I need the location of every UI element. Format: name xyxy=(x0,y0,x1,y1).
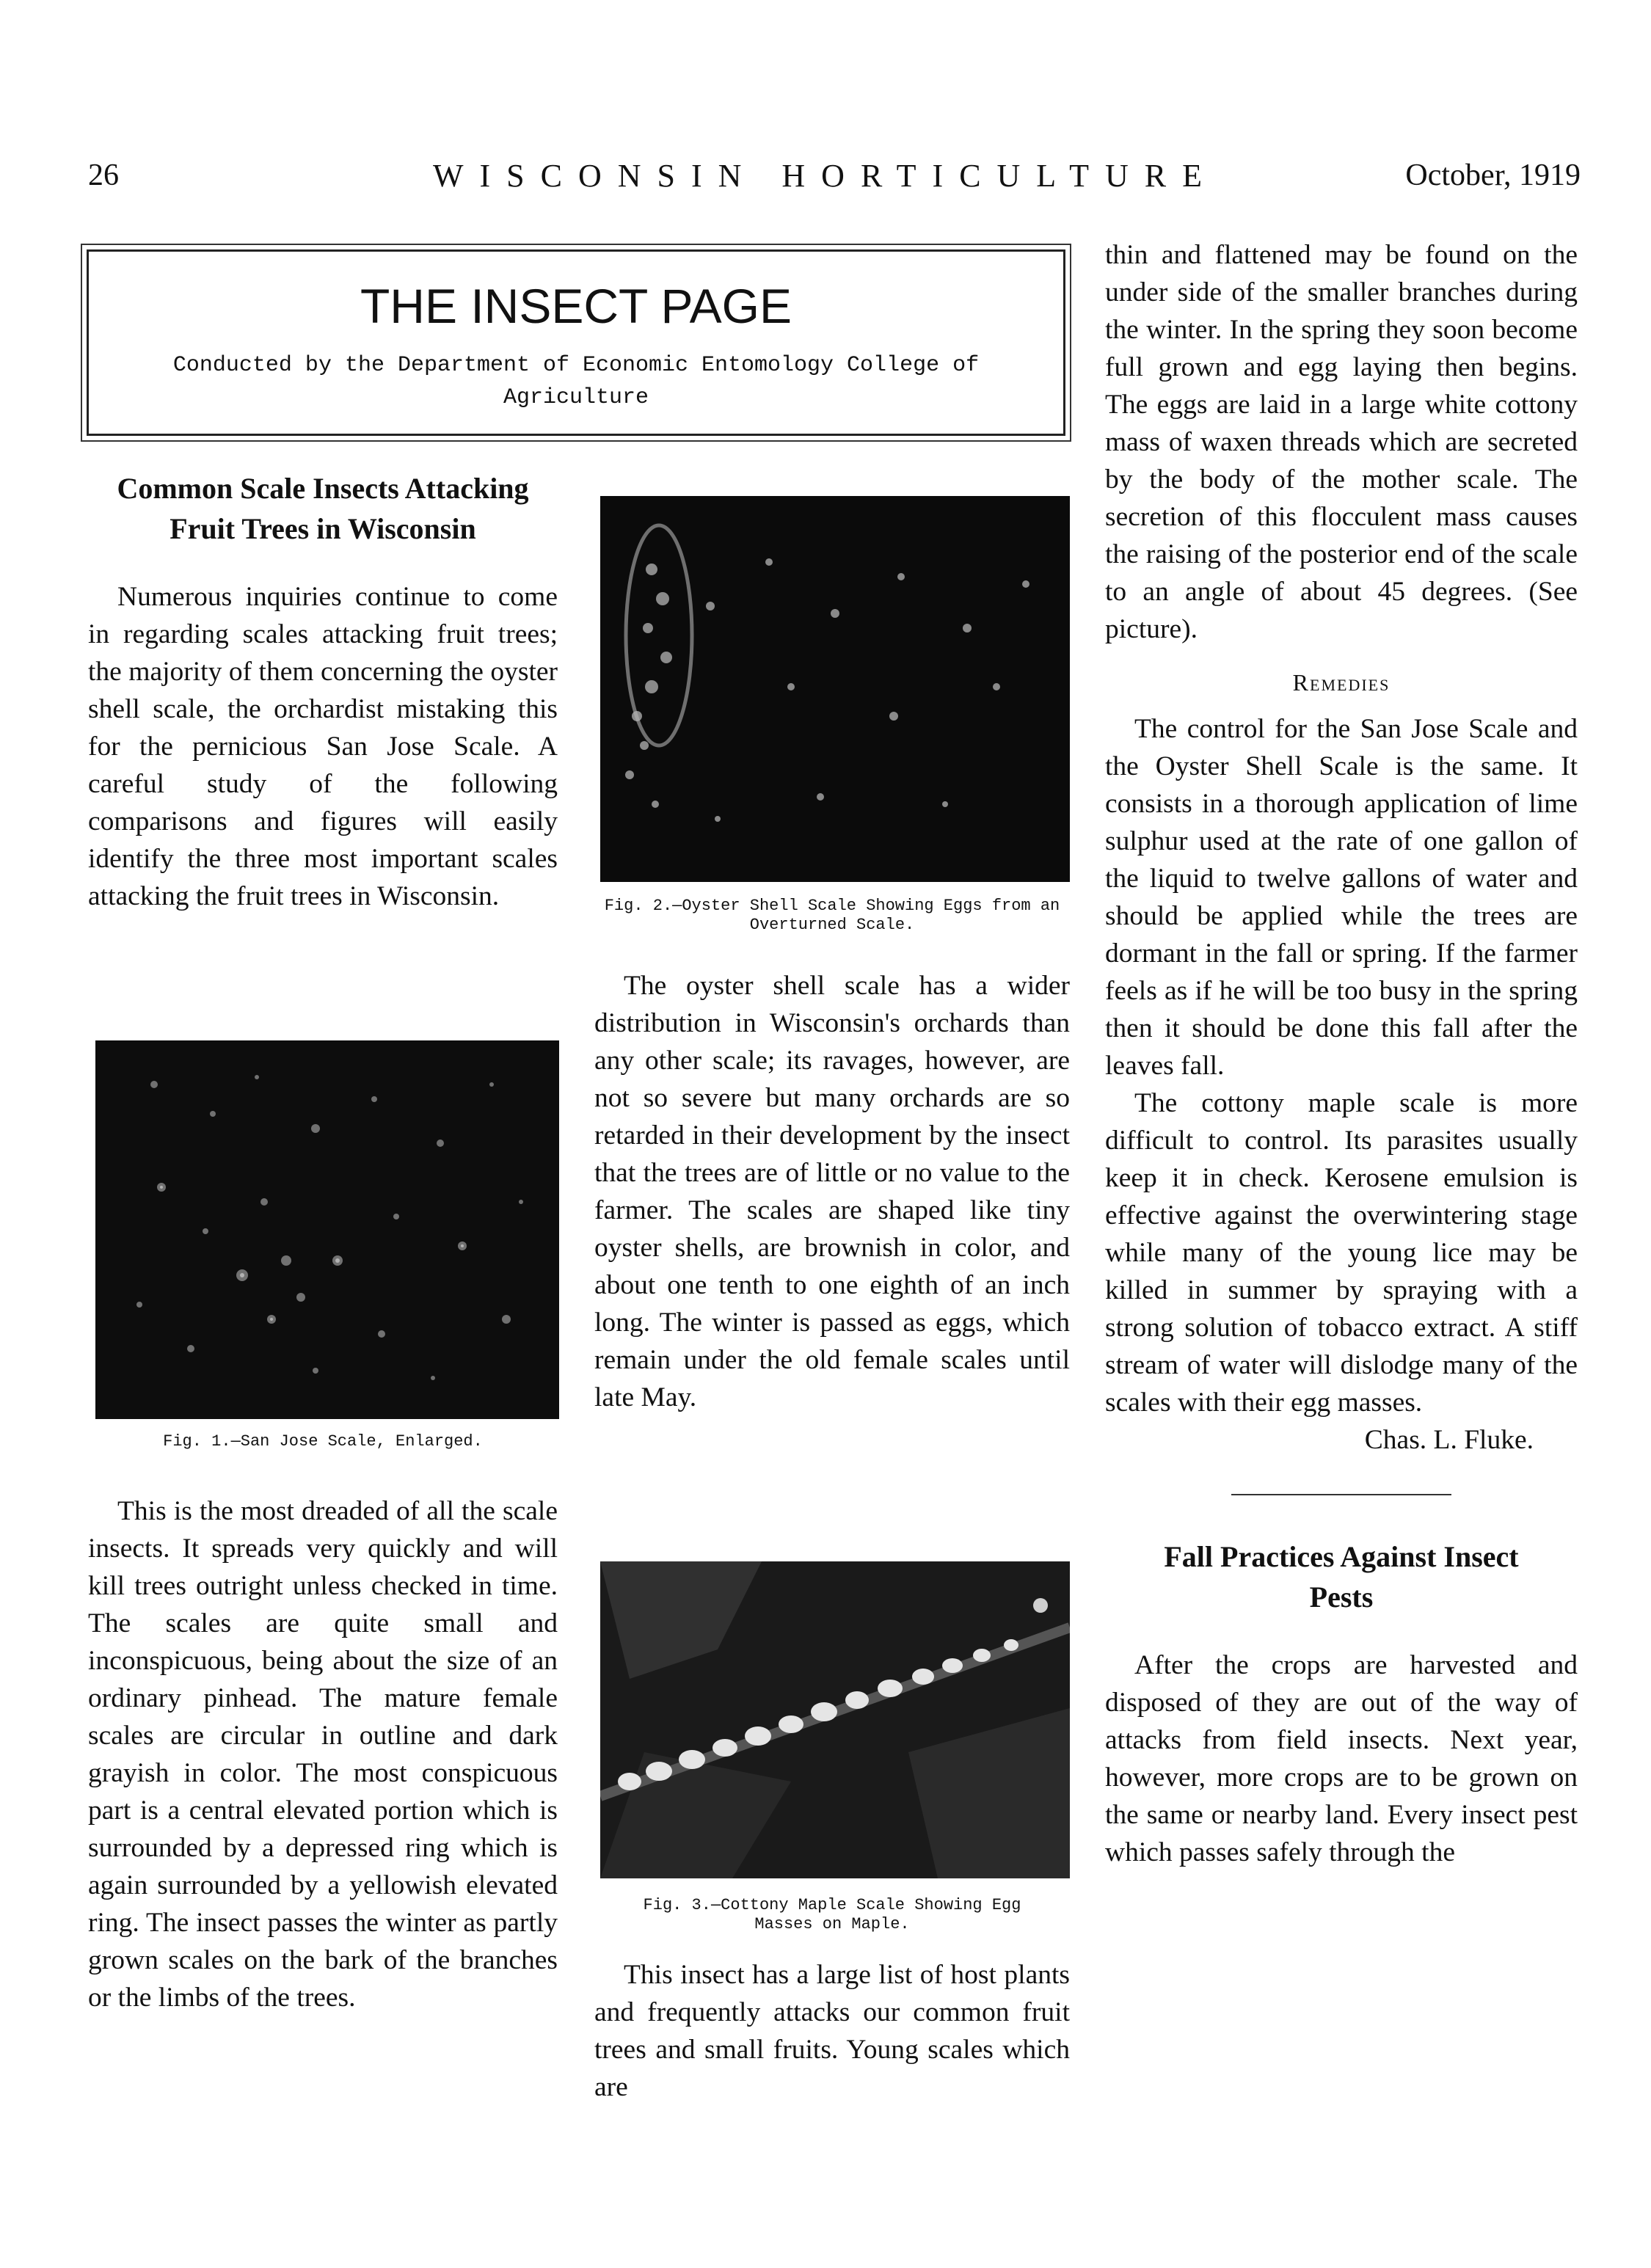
scale-photo-1 xyxy=(95,1040,559,1419)
issue-date: October, 1919 xyxy=(1405,158,1581,192)
figure-1-caption: Fig. 1.—San Jose Scale, Enlarged. xyxy=(163,1432,483,1451)
page-number: 26 xyxy=(88,158,119,192)
figure-2-caption: Fig. 2.—Oyster Shell Scale Showing Eggs from an Overturned Scale. xyxy=(604,897,1060,934)
figure-1-san-jose-scale xyxy=(95,1040,559,1419)
oyster-shell-paragraph: The oyster shell scale has a wider distribution in Wisconsin's orchards than any other scale; its ravages, however, are not so severe but many orchards are so retarded in their development by the insect that the trees are of little or no value to the farmer. The scales are shaped like tiny oyster shells, are brownish in color, and about one tenth to one eighth of an inch long. The winter is passed as eggs, which remain under the old female scales until late May. xyxy=(594,971,1070,1412)
figure-2-caption-block xyxy=(594,897,1070,935)
figure-3-caption-block xyxy=(594,1896,1070,1934)
column-1-lower xyxy=(88,1492,558,2016)
article-headline: Common Scale Insects Attacking Fruit Trees in Wisconsin xyxy=(117,472,529,545)
scale-photo-3 xyxy=(600,1561,1070,1878)
san-jose-paragraph: This is the most dreaded of all the scale insects. It spreads very quickly and will kill trees outright unless checked in time. The scales are quite small and inconspicuous, being about the size of an ordinary pinhead. The mature female scales are circular in outline and dark grayish in color. The most conspicuous part is a central elevated portion which is surrounded by a depressed ring which is again surrounded by a yellowish elevated ring. The insect passes the winter as partly grown scales on the bark of the branches or the limbs of the trees. xyxy=(88,1496,558,2013)
figure-2-oyster-shell-scale xyxy=(600,496,1070,882)
section-title: THE INSECT PAGE xyxy=(360,279,792,333)
article-2-headline: Fall Practices Against Insect Pests xyxy=(1164,1540,1519,1614)
column-1 xyxy=(88,468,558,915)
column-2-lower xyxy=(594,1956,1070,2106)
author-signature: Chas. L. Fluke. xyxy=(1364,1425,1534,1455)
column-3 xyxy=(1105,236,1578,1871)
figure-3-caption: Fig. 3.—Cottony Maple Scale Showing Egg Masses on Maple. xyxy=(643,1896,1021,1933)
figure-1-caption-block xyxy=(88,1432,558,1451)
section-header-box xyxy=(87,249,1065,436)
cottony-maple-paragraph: This insect has a large list of host plants and frequently attacks our common fruit trees and small fruits. Young scales which are xyxy=(594,1960,1070,2102)
cottony-maple-continued: thin and flattened may be found on the under side of the smaller branches during the winter. In the spring they soon become full grown and egg laying then begins. The eggs are laid in a large white cottony mass of waxen threads which are secreted by the body of the mother scale. The secretion of this flocculent mass causes the raising of the posterior end of the scale to an angle of about 45 degrees. (See picture). xyxy=(1105,240,1578,644)
running-header-title: WISCONSIN HORTICULTURE xyxy=(432,158,1219,194)
column-2-middle xyxy=(594,967,1070,1416)
scale-photo-2 xyxy=(600,496,1070,882)
intro-paragraph: Numerous inquiries continue to come in regarding scales attacking fruit trees; the majority of them concerning the oyster shell scale, the orchardist mistaking this for the pernicious San Jose Scale. A careful study of the following comparisons and figures will easily identify the three most important scales attacking the fruit trees in Wisconsin. xyxy=(88,582,558,911)
remedies-paragraph-2: The cottony maple scale is more difficult to control. Its parasites usually keep it in check. Kerosene emulsion is effective against the overwintering stage while many of the young lice may be killed in summer by spraying with a strong solution of tobacco extract. A stiff stream of water will dislodge many of the scales with their egg masses. xyxy=(1105,1088,1578,1418)
remedies-heading: Remedies xyxy=(1292,669,1391,696)
section-subtitle: Conducted by the Department of Economic Entomology College of Agriculture xyxy=(172,352,980,410)
fall-practices-paragraph: After the crops are harvested and disposed of they are out of the way of attacks from field insects. Next year, however, more crops are to be grown on the same or nearby land. Every insect pest which passes safely through the xyxy=(1105,1650,1578,1867)
remedies-paragraph-1: The control for the San Jose Scale and the Oyster Shell Scale is the same. It consists in a thorough application of lime sulphur used at the rate of one gallon of the liquid to twelve gallons of water and should be applied while the trees are dormant in the fall or spring. If the farmer feels as if he will be too busy in the spring then it should be done this fall after the leaves fall. xyxy=(1105,714,1578,1081)
figure-3-cottony-maple-scale xyxy=(600,1561,1070,1878)
